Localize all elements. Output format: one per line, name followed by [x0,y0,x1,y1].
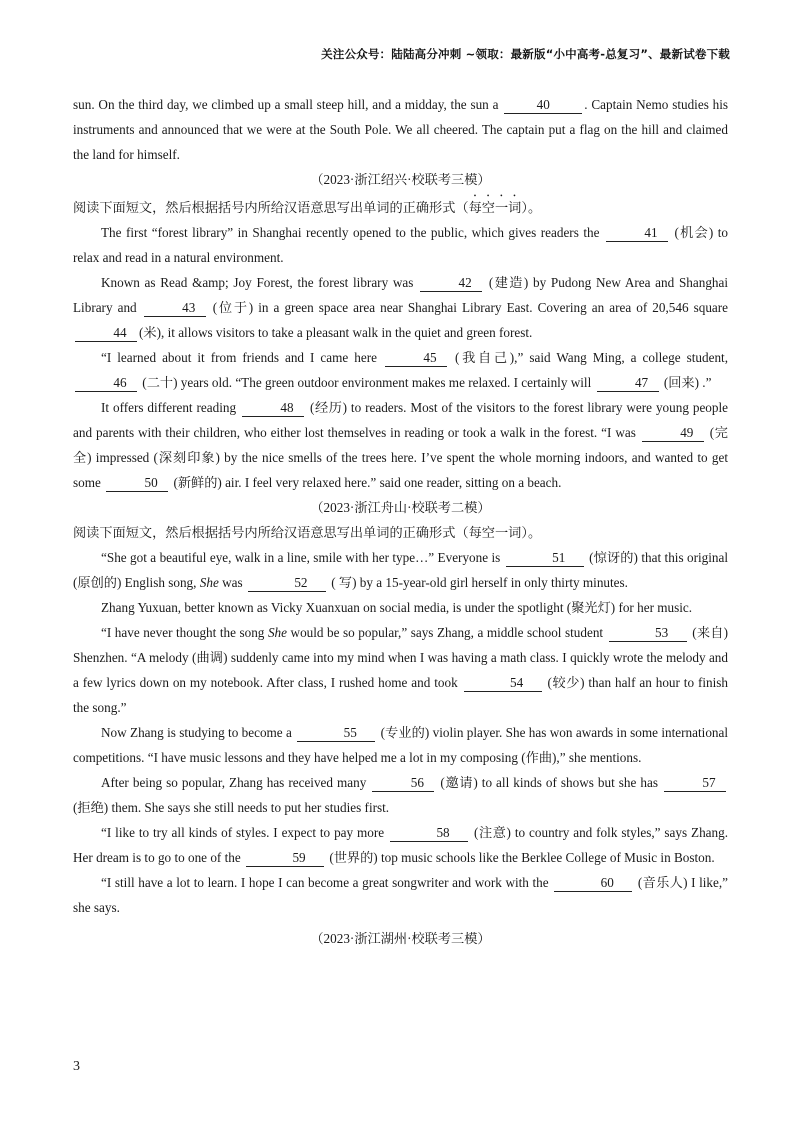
text: Known as Read &amp; Joy Forest, the forest library was [101,275,414,290]
text: (我自己),” said Wang Ming, a college student, [454,350,729,365]
text: ( 写) by a 15-year-old girl herself in only thirty minutes. [331,575,628,590]
blank-44: 44 [75,325,137,342]
source-label: （2023·浙江舟山·校联考二模） [310,500,491,515]
text: “I still have a lot to learn. I hope I can become a great songwriter and work with the [101,875,549,890]
paragraph: Zhang Yuxuan, better known as Vicky Xuanxuan on social media, is under the spotlight (聚光灯) for her music. [101,600,693,615]
blank-41: 41 [606,225,668,242]
text: “I have never thought the song [101,625,265,640]
blank-57: 57 [664,775,726,792]
text: 阅读下面短文，然后根据括号内所给汉语意思写出单词的正确形式（ [73,200,469,215]
paragraph [73,770,728,820]
text: “I learned about it from friends and I came here [101,350,377,365]
blank-47: 47 [597,375,659,392]
text: . Captain Nemo studies his instruments and announced that we were at the South Pole. We all cheered. The captain put a flag on the hill and claimed the land for himself. [73,97,729,162]
text: was [222,575,243,590]
text: would be so popular,” says Zhang, a middle school student [290,625,604,640]
text: (专业的) violin player. She has won awards in some international competitions. “I have music lessons and they have helped me a lot in my composing (作曲),” she mentions. [73,725,729,765]
paragraph [73,270,728,345]
blank-56: 56 [372,775,434,792]
text: (惊讶的) that this original (原创的) English song, [73,550,729,590]
text: (邀请) to all kinds of shows but she has [440,775,658,790]
text: Now Zhang is studying to become a [101,725,292,740]
paragraph [73,220,728,270]
text: (拒绝) them. She says she still needs to put her studies first. [73,800,390,815]
text: (世界的) top music schools like the Berklee College of Music in Boston. [329,850,715,865]
text: The first “forest library” in Shanghai recently opened to the public, which gives readers the [101,225,600,240]
blank-58: 58 [390,825,468,842]
blank-52: 52 [248,575,326,592]
source-label: （2023·浙江绍兴·校联考三模） [310,172,491,187]
blank-54: 54 [464,675,542,692]
text: It offers different reading [101,400,237,415]
text: (机会) to relax and read in a natural environment. [73,225,729,265]
blank-40: 40 [504,97,582,114]
text: (位于) in a green space area near Shanghai Library East. Covering an area of 20,546 square [212,300,729,315]
source-label: （2023·浙江湖州·校联考三模） [310,931,491,946]
text: (回来) .” [663,375,712,390]
text: “She got a beautiful eye, walk in a line, smile with her type…” Everyone is [101,550,501,565]
text: (新鲜的) air. I feel very relaxed here.” said one reader, sitting on a beach. [173,475,562,490]
text: (米), it allows visitors to take a pleasant walk in the quiet and green forest. [139,325,533,340]
text: (完全) impressed (深刻印象) by the nice smells of the trees here. I’ve spent the whole morning indoors, and wanted to get some [73,425,728,490]
song-title: She [199,575,219,590]
paragraph [73,545,728,595]
page-number: 3 [73,1059,80,1074]
text: (二十) years old. “The green outdoor environment makes me relaxed. I certainly will [142,375,592,390]
instructions: 阅读下面短文，然后根据括号内所给汉语意思写出单词的正确形式（每空一词）。 [73,525,542,540]
page-content [73,92,728,951]
text: (建造) by Pudong New Area and Shanghai Library and [73,275,729,315]
paragraph [73,720,728,770]
blank-46: 46 [75,375,137,392]
blank-59: 59 [246,850,324,867]
text: “I like to try all kinds of styles. I expect to pay more [101,825,385,840]
paragraph [73,870,728,920]
paragraph [73,620,728,720]
paragraph [73,345,728,395]
blank-48: 48 [242,400,304,417]
text: (注意) to country and folk styles,” says Zhang. Her dream is to go to one of the [73,825,729,865]
emphasis-text: 每空一词 [468,200,522,215]
blank-49: 49 [642,425,704,442]
paragraph [73,820,728,870]
page-header: 关注公众号：陆陆高分冲刺 ~领取：最新版“小中高考-总复习”、最新试卷下载 [321,47,730,61]
text: sun. On the third day, we climbed up a small steep hill, and a midday, the sun a [73,97,499,112]
blank-50: 50 [106,475,168,492]
text: (音乐人) I like,” she says. [73,875,729,915]
passage1-tail [73,92,728,167]
blank-51: 51 [506,550,584,567]
blank-43: 43 [144,300,206,317]
blank-55: 55 [297,725,375,742]
text: ）。 [521,200,542,215]
instructions [73,192,728,220]
blank-45: 45 [385,350,447,367]
text: (较少) than half an hour to finish the song.” [73,675,728,715]
paragraph [73,395,728,495]
blank-42: 42 [420,275,482,292]
song-title: She [267,625,287,640]
blank-60: 60 [554,875,632,892]
text: (经历) to readers. Most of the visitors to the forest library were young people and parents with their children, who either lost themselves in reading or took a walk in the forest. “I was [73,400,729,440]
blank-53: 53 [609,625,687,642]
text: After being so popular, Zhang has received many [101,775,367,790]
text: (来自) Shenzhen. “A melody (曲调) suddenly came into my mind when I was having a math class. I quickly wrote the melody and a few lyrics down on my notebook. After class, I rushed home and took [73,625,729,690]
